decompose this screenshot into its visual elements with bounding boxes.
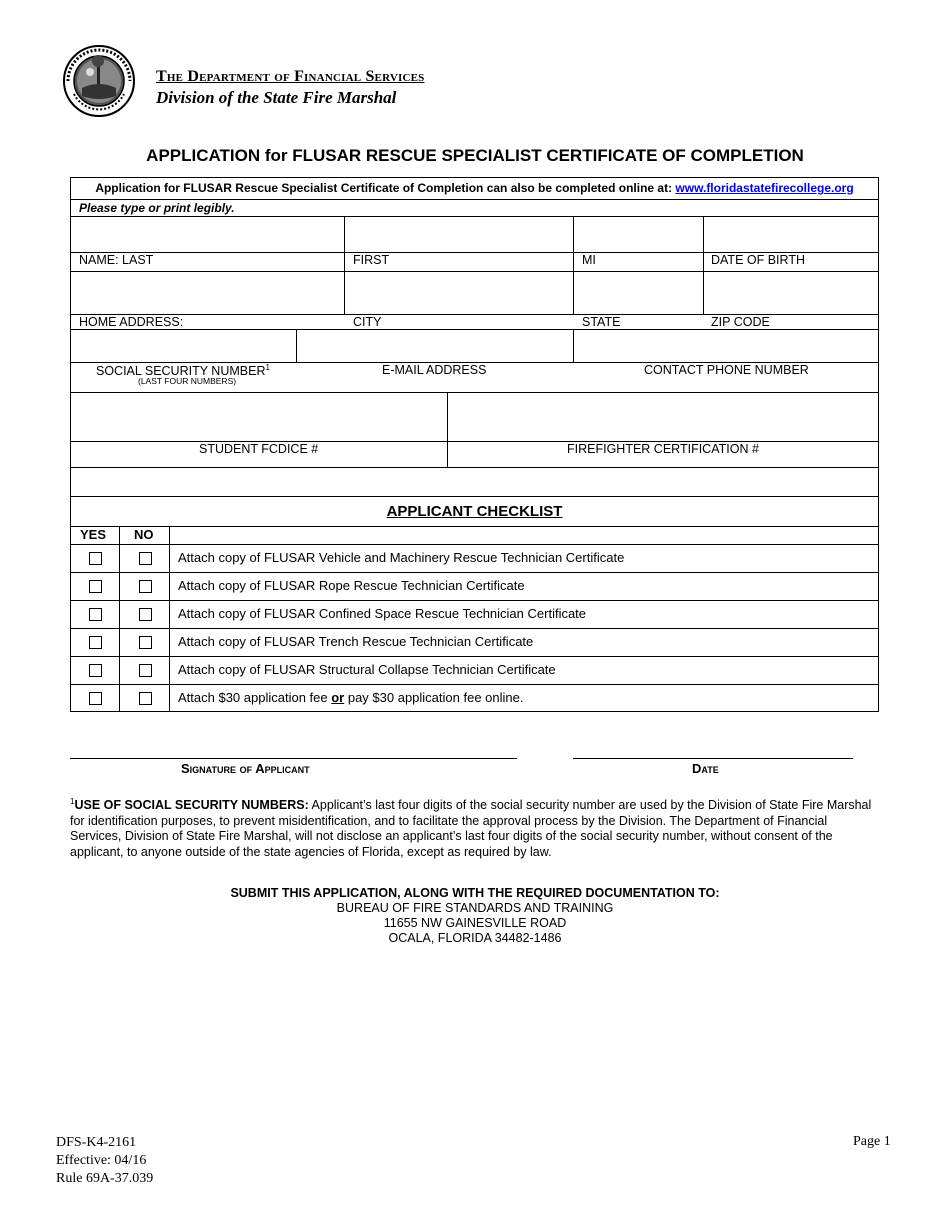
no-checkbox[interactable] [139, 664, 152, 677]
no-checkbox[interactable] [139, 692, 152, 705]
address-line-1: BUREAU OF FIRE STANDARDS AND TRAINING [336, 901, 614, 915]
email-label: E-MAIL ADDRESS [382, 363, 487, 377]
zip-code-label: ZIP CODE [711, 315, 770, 329]
division-name: Division of the State Fire Marshal [156, 88, 397, 107]
yes-checkbox[interactable] [89, 552, 102, 565]
email-input[interactable] [297, 330, 572, 361]
yes-checkbox[interactable] [89, 664, 102, 677]
signature-line[interactable] [70, 758, 517, 759]
yes-checkbox[interactable] [89, 636, 102, 649]
checklist-item-label: Attach copy of FLUSAR Vehicle and Machinery Rescue Technician Certificate [178, 550, 625, 565]
middle-initial-input[interactable] [574, 217, 702, 251]
home-address-input[interactable] [72, 272, 343, 313]
no-checkbox[interactable] [139, 552, 152, 565]
checklist-item-label: Attach copy of FLUSAR Trench Rescue Technician Certificate [178, 634, 534, 649]
student-fcdice-label: STUDENT FCDICE # [199, 442, 319, 456]
page-number: Page 1 [853, 1134, 891, 1149]
footnote-heading: USE OF SOCIAL SECURITY NUMBERS: [74, 798, 309, 813]
address-line-3: OCALA, FLORIDA 34482-1486 [388, 931, 562, 945]
footnote-body: Applicant’s last four digits of the social security number are used by the Division of State Fire Marshal for identification purposes, to prevent misidentification, and to facilitate the approval process by the Division. The Department of Financial Services, Division of State Fire Marshal, will not disclose an applicant’s last four digits of the social security number, without consent of the applicant, to anyone outside of the state agencies of Florida, except as required by law. [70, 798, 872, 859]
ssn-sublabel: (LAST FOUR NUMBERS) [138, 376, 237, 386]
zip-code-input[interactable] [704, 272, 878, 313]
checklist-item-label [178, 690, 523, 705]
contact-phone-label: CONTACT PHONE NUMBER [644, 363, 809, 377]
submit-heading: SUBMIT THIS APPLICATION, ALONG WITH THE REQUIRED DOCUMENTATION TO: [230, 886, 720, 900]
yes-checkbox[interactable] [89, 692, 102, 705]
signature-label: Signature of Applicant [181, 761, 310, 776]
firefighter-cert-label: FIREFIGHTER CERTIFICATION # [567, 442, 759, 456]
footnote-marker: 1 [70, 797, 75, 806]
legibly-note: Please type or print legibly. [79, 201, 235, 215]
submission-address [0, 886, 950, 946]
city-label: CITY [353, 315, 382, 329]
state-seal-logo [60, 44, 138, 118]
student-fcdice-input[interactable] [72, 393, 446, 440]
first-name-input[interactable] [345, 217, 572, 251]
first-name-label: FIRST [353, 253, 390, 267]
fee-text-post: pay $30 application fee online. [344, 690, 524, 705]
date-line[interactable] [573, 758, 853, 759]
checklist-item-label: Attach copy of FLUSAR Rope Rescue Technician Certificate [178, 578, 525, 593]
no-checkbox[interactable] [139, 636, 152, 649]
application-form [70, 177, 879, 712]
effective-date: Effective: 04/16 [56, 1153, 147, 1168]
no-checkbox[interactable] [139, 608, 152, 621]
state-input[interactable] [574, 272, 702, 313]
ssn-input[interactable] [72, 330, 295, 361]
no-column-header: NO [134, 527, 154, 542]
form-footer [56, 1134, 153, 1188]
ssn-label-text: SOCIAL SECURITY NUMBER [96, 364, 266, 379]
yes-checkbox[interactable] [89, 608, 102, 621]
last-name-input[interactable] [72, 217, 343, 251]
address-line-2: 11655 NW GAINESVILLE ROAD [383, 916, 567, 930]
page-title: APPLICATION for FLUSAR RESCUE SPECIALIST CERTIFICATE OF COMPLETION [146, 146, 804, 165]
city-input[interactable] [345, 272, 572, 313]
fee-text-pre: Attach $30 application fee [178, 690, 332, 705]
rule-number: Rule 69A-37.039 [56, 1171, 154, 1186]
form-number: DFS-K4-2161 [56, 1135, 137, 1150]
yes-column-header: YES [80, 527, 107, 542]
online-note [71, 181, 878, 195]
ssn-footnote-marker: 1 [265, 363, 270, 372]
contact-phone-input[interactable] [574, 330, 878, 361]
fee-text-or: or [331, 690, 345, 705]
ssn-footnote [70, 794, 880, 860]
online-link[interactable]: www.floridastatefirecollege.org [675, 181, 854, 195]
last-name-label: NAME: LAST [79, 253, 154, 267]
checklist-item-label: Attach copy of FLUSAR Confined Space Rescue Technician Certificate [178, 606, 587, 621]
date-of-birth-label: DATE OF BIRTH [711, 253, 805, 267]
date-label: Date [692, 761, 719, 776]
middle-initial-label: MI [582, 253, 596, 267]
state-label: STATE [582, 315, 621, 329]
online-note-text: Application for FLUSAR Rescue Specialist Certificate of Completion can also be completed online at: [95, 181, 673, 195]
checklist-title: APPLICANT CHECKLIST [386, 503, 563, 520]
department-header [156, 68, 424, 108]
firefighter-cert-input[interactable] [448, 393, 878, 440]
yes-checkbox[interactable] [89, 580, 102, 593]
department-name: The Department of Financial Services [156, 68, 425, 85]
home-address-label: HOME ADDRESS: [79, 315, 184, 329]
checklist-item-label: Attach copy of FLUSAR Structural Collapse Technician Certificate [178, 662, 556, 677]
no-checkbox[interactable] [139, 580, 152, 593]
date-of-birth-input[interactable] [704, 217, 878, 251]
